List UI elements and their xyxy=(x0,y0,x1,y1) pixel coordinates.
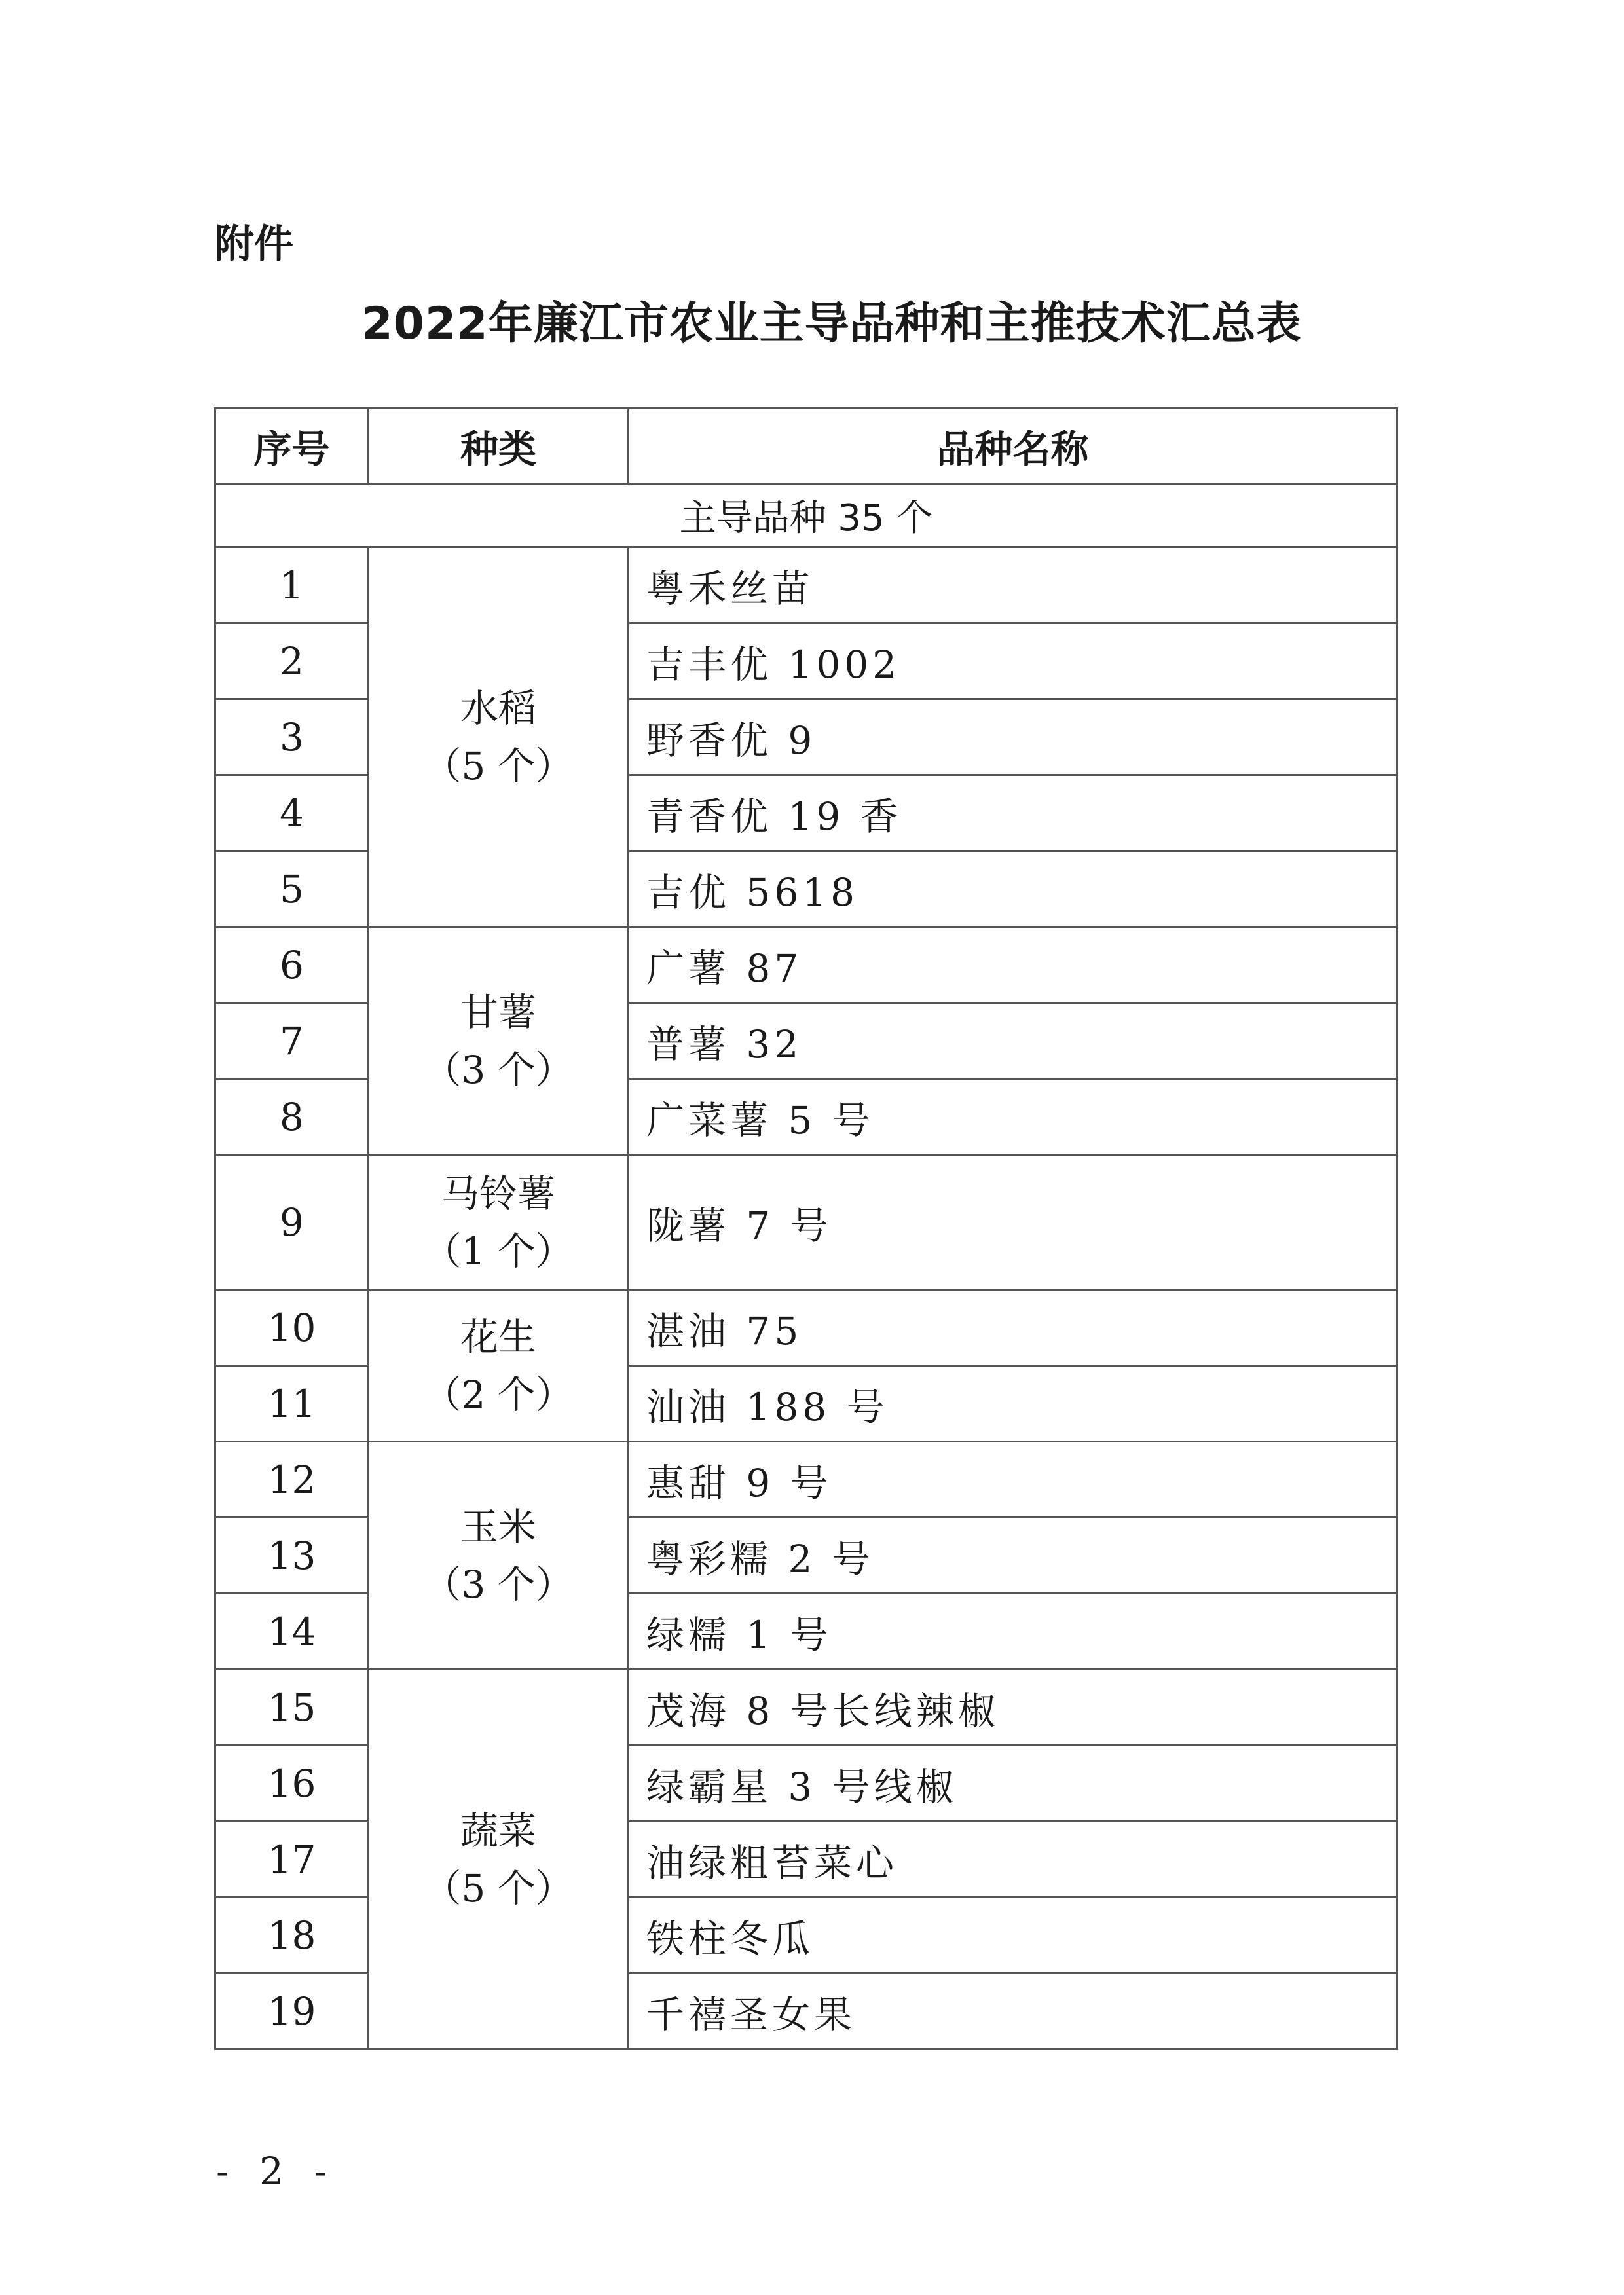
category-name: 水稻 xyxy=(460,686,536,731)
category-cell xyxy=(369,1155,629,1290)
category-name: 甘薯 xyxy=(460,989,536,1035)
variety-name: 野香优 9 xyxy=(629,699,1397,775)
table-row xyxy=(215,1290,1397,1366)
category-cell xyxy=(369,1290,629,1442)
category-cell xyxy=(369,927,629,1155)
table-row xyxy=(215,1442,1397,1518)
section-row xyxy=(215,484,1397,547)
category-name: 玉米 xyxy=(460,1504,536,1549)
variety-name: 铁柱冬瓜 xyxy=(629,1898,1397,1974)
variety-name: 广菜薯 5 号 xyxy=(629,1079,1397,1155)
header-no: 序号 xyxy=(215,409,369,484)
varieties-table xyxy=(214,407,1398,2050)
variety-name: 吉优 5618 xyxy=(629,851,1397,927)
variety-name: 绿霸星 3 号线椒 xyxy=(629,1746,1397,1822)
variety-name: 粤禾丝苗 xyxy=(629,547,1397,623)
category-name: 马铃薯 xyxy=(441,1171,555,1216)
row-number: 12 xyxy=(215,1442,369,1518)
header-category: 种类 xyxy=(369,409,629,484)
variety-name: 绿糯 1 号 xyxy=(629,1594,1397,1670)
category-cell xyxy=(369,547,629,927)
row-number: 13 xyxy=(215,1518,369,1594)
category-name: 蔬菜 xyxy=(460,1808,536,1853)
variety-name: 汕油 188 号 xyxy=(629,1366,1397,1442)
table-row xyxy=(215,1670,1397,1746)
row-number: 8 xyxy=(215,1079,369,1155)
row-number: 2 xyxy=(215,623,369,699)
row-number: 5 xyxy=(215,851,369,927)
category-count: （1 个） xyxy=(423,1228,574,1274)
row-number: 4 xyxy=(215,775,369,851)
attachment-label: 附件 xyxy=(215,221,293,267)
page-number: - 2 - xyxy=(216,2149,336,2194)
row-number: 19 xyxy=(215,1974,369,2049)
variety-name: 吉丰优 1002 xyxy=(629,623,1397,699)
variety-name: 粤彩糯 2 号 xyxy=(629,1518,1397,1594)
row-number: 9 xyxy=(215,1155,369,1290)
variety-name: 湛油 75 xyxy=(629,1290,1397,1366)
row-number: 6 xyxy=(215,927,369,1003)
category-count: （2 个） xyxy=(423,1372,574,1417)
row-number: 3 xyxy=(215,699,369,775)
row-number: 7 xyxy=(215,1003,369,1079)
row-number: 15 xyxy=(215,1670,369,1746)
category-count: （5 个） xyxy=(423,743,574,788)
category-cell xyxy=(369,1670,629,2049)
row-number: 14 xyxy=(215,1594,369,1670)
variety-name: 惠甜 9 号 xyxy=(629,1442,1397,1518)
variety-name: 茂海 8 号长线辣椒 xyxy=(629,1670,1397,1746)
category-count: （5 个） xyxy=(423,1865,574,1911)
row-number: 10 xyxy=(215,1290,369,1366)
category-count: （3 个） xyxy=(423,1047,574,1092)
section-title: 主导品种 35 个 xyxy=(215,484,1397,547)
row-number: 11 xyxy=(215,1366,369,1442)
category-cell xyxy=(369,1442,629,1670)
row-number: 16 xyxy=(215,1746,369,1822)
variety-name: 广薯 87 xyxy=(629,927,1397,1003)
variety-name: 油绿粗苔菜心 xyxy=(629,1822,1397,1898)
variety-name: 千禧圣女果 xyxy=(629,1974,1397,2049)
row-number: 18 xyxy=(215,1898,369,1974)
document-title: 2022年廉江市农业主导品种和主推技术汇总表 xyxy=(361,298,1302,350)
table-row xyxy=(215,927,1397,1003)
row-number: 1 xyxy=(215,547,369,623)
variety-name: 陇薯 7 号 xyxy=(629,1155,1397,1290)
table-row xyxy=(215,547,1397,623)
variety-name: 青香优 19 香 xyxy=(629,775,1397,851)
table-row xyxy=(215,1155,1397,1290)
category-name: 花生 xyxy=(460,1314,536,1359)
header-variety-name: 品种名称 xyxy=(629,409,1397,484)
variety-name: 普薯 32 xyxy=(629,1003,1397,1079)
table-header-row xyxy=(215,409,1397,484)
category-count: （3 个） xyxy=(423,1562,574,1607)
row-number: 17 xyxy=(215,1822,369,1898)
